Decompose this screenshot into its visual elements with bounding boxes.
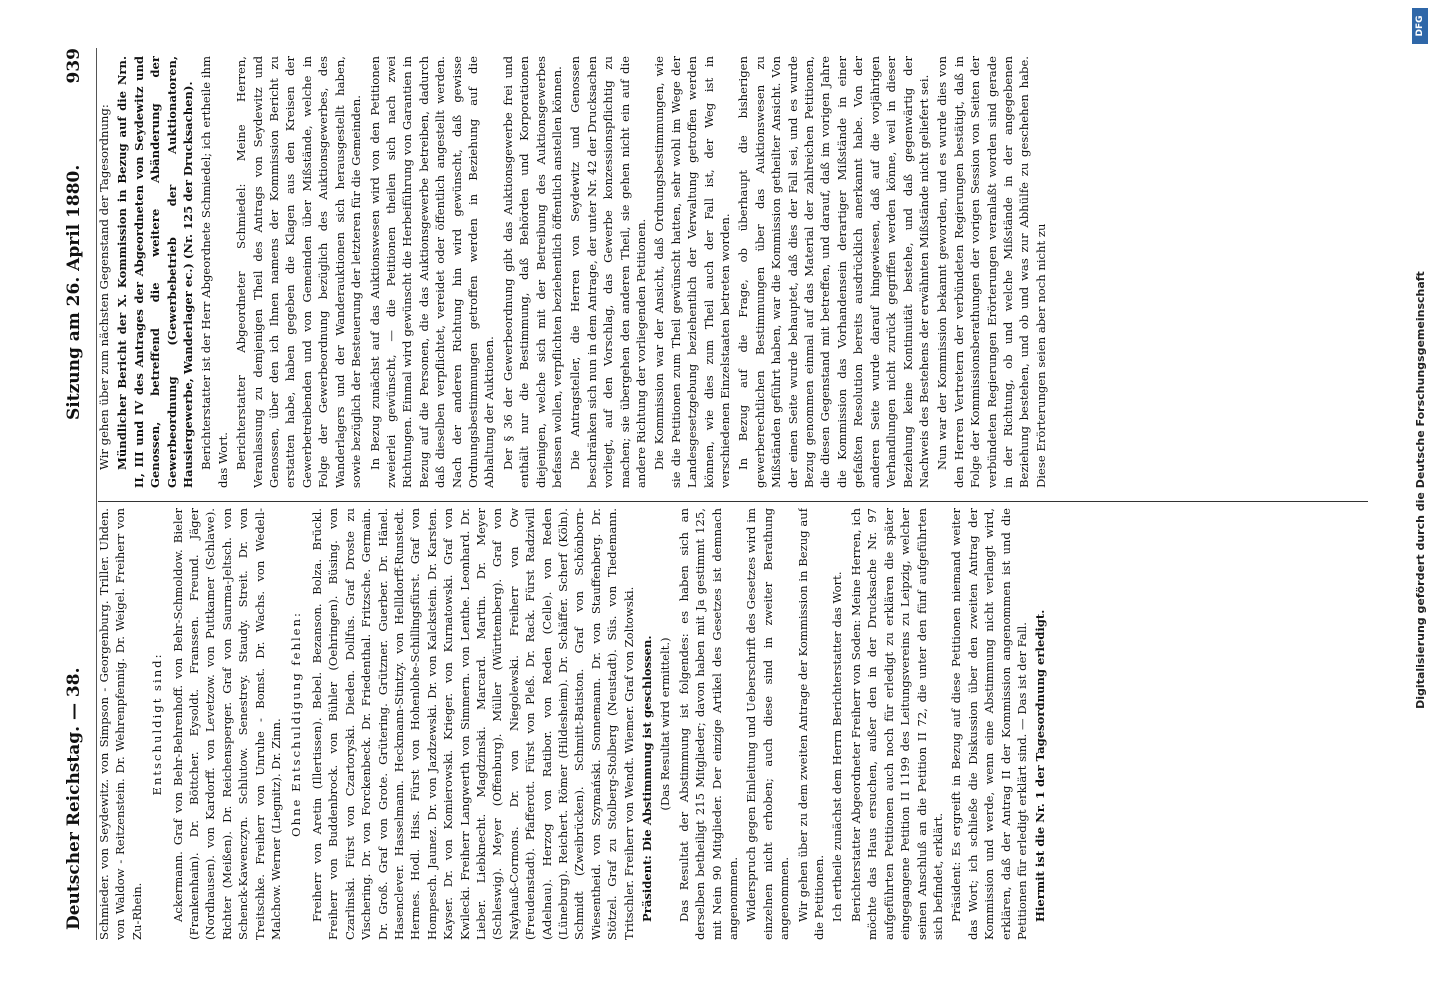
paragraph: Freiherr von Aretin (Illertissen). Bebel. Bezanson. Bolza. Brückl. Freiherr von Buddenbrock. von Bühler (Oehringen). Büsing. von Czarlinski. Fürst von Czartoryski. Dieden. Dollfus. Graf Droste zu Vischering. Dr. von Forckenbeck. Dr. Friedenthal. Fritzsche. Germain. Dr. Groß. Graf von Grote. Grütering. Grützner. Guerber. Dr. Hänel. Hasenclever. Hasselmann. Heckmann-Stintzy. von Hellldorff-Runstedt. Hermes. Hodl. Hiss. Fürst von Hohenlohe-Schillingsfürst. Graf von Hompesch. Jaunez. Dr. von Jazdzewski. Dr. von Kalckstein. Dr. Karsten. Kayser. Dr. von Komierowski. Krieger. von Kurnatowski. Graf von Kwilecki. Freiherr Langwerth von Simmern. von Lenthe. Leonhard. Dr. Lieber. Liebknecht. Magdzinski. Marcard. Martin. Dr. Meyer (Schleswig). Meyer (Offenburg). Müller (Württemberg). Graf von Nayhauß-Cormons. Dr. von Niegolewski. Freiherr von Ow (Freudenstadt). Pfafferott. Fürst von Pleß. Dr. Rack. Fürst Radziwill (Adelnau). Herzog von Ratibor. von Reden (Celle). von Reden (Lüneburg). Reichert. Römer (Hildesheim). Dr. Schäffer. Scherf (Köln). Schmidt (Zweibrücken). Schmitt-Batiston. Graf von Schönborn-Wiesentheid. von Szymański. Sonnemann. Dr. von Stauffenberg. Dr. Stötzel. Graf zu Stolberg-Stolberg (Neustadt). Süs. von Tiedemann. Tritschler. Freiherr von Wendt. Wiemer. Graf von Zoltowski. [309,508,636,940]
header-left: Deutscher Reichstag. — 38. [64,667,84,930]
paragraph: Berichterstatter ist der Herr Abgeordnete Schmiedel; ich ertheile ihm das Wort. [199,56,230,488]
page-number: 939 [64,48,84,84]
paragraph: Präsident: Es ergreift in Bezug auf diese Petitionen niemand weiter das Wort; ich schließe die Diskussion über den zweiten Antrag der Kommission und werde, wenn eine Abstimmung nicht verlangt wird, erklären, daß der Antrag II der Kommission angenommen ist und die Petitionen für erledigt erklärt sind. — Das ist der Fall. [949,508,1029,940]
paragraph: Widerspruch gegen Einleitung und Ueberschrift des Gesetzes wird im einzelnen nicht erhoben; auch diese sind in zweiter Berathung angenommen. [744,508,792,940]
right-column [96,56,1376,488]
paragraph: Ackermann. Graf von Behr-Behrenhoff. von Behr-Schmoldow. Bieler (Frankenhain). Dr. Böttcher. Eysoldt. Franssen. Freund. Jäger (Nordhausen). von Kardorff. von Levetzow. von Puttkamer (Schlawe). Richter (Meißen). Dr. Reichensperger. Graf von Saurma-Jeltsch. von Schenck-Kawenczyn. Schlutow. Senestrey. Staudy. Streit. Dr. von Treitschke. Freiherr von Unruhe - Bomst. Dr. Wachs. von Wedell-Malchow. Werner (Liegnitz). Dr. Zinn. [170,508,284,940]
paragraph: (Das Resultat wird ermittelt.) [658,637,673,811]
paragraph: In Bezug auf die Frage, ob überhaupt die bisherigen gewerberechtlichen Bestimmungen über das Auktionswesen zu Mißständen geführt haben, war die Kommission getheilter Ansicht. Von der einen Seite wurde behauptet, daß dies der Fall sei, und es wurde Bezug genommen einmal auf das Material der zahlreichen Petitionen, die diesen Gegenstand mit betreffen, und darauf, daß im vorigen Jahre die Kommission das Vorhandensein derartiger Mißstände in einer gefaßten Resolution bereits ausdrücklich anerkannt habe. Von der anderen Seite wurde darauf hingewiesen, daß auf die vorjährigen Verhandlungen nicht zurück gegriffen werden könne, weil in dieser Beziehung keine Kontinuität bestehe, und daß gegenwärtig der Nachweis des Bestehens der erwähnten Mißstände nicht geliefert sei. [736,56,931,488]
paragraph: Hiermit ist die Nr. 1 der Tagesordnung erledigt. [1033,609,1048,922]
paragraph: Das Resultat der Abstimmung ist folgendes: es haben sich an derselben betheiligt 215 Mitglieder; davon haben mit Ja gestimmt 125, mit Nein 90 Mitglieder. Der einzige Artikel des Gesetzes ist demnach angenommen. [676,508,741,940]
paragraph: Wir gehen über zum nächsten Gegenstand der Tagesordnung: [97,104,111,470]
paragraph: Die Antragsteller, die Herren von Seydewitz und Genossen beschränken sich nun in dem Antrage, der unter Nr. 42 der Drucksachen vorliegt, auf den Vorschlag, das Gewerbe konzessionspflichtig zu machen; sie übergehen den anderen Theil, sie gehen nicht ein auf die andere Richtung der vorliegenden Petitionen. [568,56,648,488]
section-heading-unexcused: Ohne Entschuldigung fehlen: [289,611,304,837]
paragraph: Die Kommission war der Ansicht, daß Ordnungsbestimmungen, wie sie die Petitionen zum Theil gewünscht hatten, sehr wohl im Wege der Landesgesetzgebung beziehentlich der Verwaltung getroffen werden können, wie dies zum Theil auch der Fall ist, der Weg ist in verschiedenen Einzelstaaten betreten worden. [652,56,733,488]
column-divider [98,501,1368,502]
credit-text: Digitalisierung gefördert durch die Deutsche Forschungsgemeinschaft [1414,271,1427,709]
paragraph: Wir gehen über zu dem zweiten Antrage der Kommission in Bezug auf die Petitionen. [795,508,827,940]
page-header [58,0,98,1000]
paragraph: Nun war der Kommission bekannt geworden, und es wurde dies von den Herren Vertretern der verbündeten Regierungen bestätigt, daß in Folge der Kommissionsberathungen der vorigen Session von Seiten der verbündeten Regierungen Erörterungen veranlaßt worden sind gerade in der Richtung, ob und welche Mißstände in der angegebenen Beziehung bestehen, und ob und was zur Abhülfe zu geschehen habe. Diese Erörterungen seien aber noch nicht zu [935,56,1048,488]
dfg-logo [1412,8,1428,44]
section-heading-excused: Entschuldigt sind: [150,652,165,796]
paragraph: Der § 36 der Gewerbeordnung gibt das Auktionsgewerbe frei und enthält nur die Bestimmung, daß Behörden und Korporationen diejenigen, welche sich mit der Betreibung des Auktionsgewerbes befassen wollen, verpflichten beziehentlich öffentlich anstellen können. [500,56,564,488]
paragraph: Schmieder. von Seydewitz. von Simpson - Georgenburg. Triller. Uhden. von Waldow - Reitzenstein. Dr. Wehrenpfennig. Dr. Weigel. Freiherr von Zu-Rhein. [97,508,144,940]
dfg-logo-text: DFG [1415,15,1425,37]
paragraph: In Bezug zunächst auf das Auktionswesen wird von den Petitionen zweierlei gewünscht, — die Petitionen theilen sich nach zwei Richtungen. Einmal wird gewünscht die Herbeiführung von Garantien in Bezug auf die Personen, die das Auktionsgewerbe betreiben, dadurch daß dieselben verpflichtet, vereidet oder öffentlich angestellt werden. Nach der anderen Richtung hin wird gewünscht, daß gewisse Ordnungsbestimmungen getroffen werden in Beziehung auf die Abhaltung der Auktionen. [367,56,497,488]
header-date: Sitzung am 26. April 1880. [64,164,84,420]
agenda-item-heading: Mündlicher Bericht der X. Kommission in Bezug auf die Nrn. II, III und IV des Antrages der Abgeordneten von Seydewitz und Genossen, betreffend die weitere Abänderung der Gewerbeordnung (Gewerbebetrieb der Auktionatoren, Hausiergewerbe, Wanderlager ec.) (Nr. 125 der Drucksachen). [115,56,196,488]
paragraph: Präsident: Die Abstimmung ist geschlossen. [640,635,654,922]
digitization-credit [1408,0,1432,1000]
paragraph: Berichterstatter Abgeordneter Freiherr von Soden: Meine Herren, ich möchte das Haus ersuchen, außer den in der Drucksache Nr. 97 aufgeführten Petitionen auch noch für erledigt zu erklären die später eingegangene Petition II 1199 des Leitungsvereins zu Leipzig, welcher seinen Anschluß an die Petition II 72, die unter den fünf aufgeführten sich befindet, erklärt. [848,508,945,940]
paragraph: Berichterstatter Abgeordneter Schmiedel: Meine Herren, Veranlassung zu demjenigen Theil des Antrags von Seydewitz und Genossen, über den ich Ihnen namens der Kommission Bericht zu erstatten habe, haben gegeben die Klagen aus den Kreisen der Gewerbetreibenden und von Gemeinden über Mißstände, welche in Folge der Gewerbeordnung bezüglich des Auktionsgewerbes, des Wanderlagers und der Wanderauktionen sich herausgestellt haben, sowie bezüglich der Besteuerung der letzteren für die Gemeinden. [234,56,364,488]
left-column [96,508,1376,940]
paragraph: Ich ertheile zunächst dem Herrn Berichterstatter das Wort. [830,571,845,922]
